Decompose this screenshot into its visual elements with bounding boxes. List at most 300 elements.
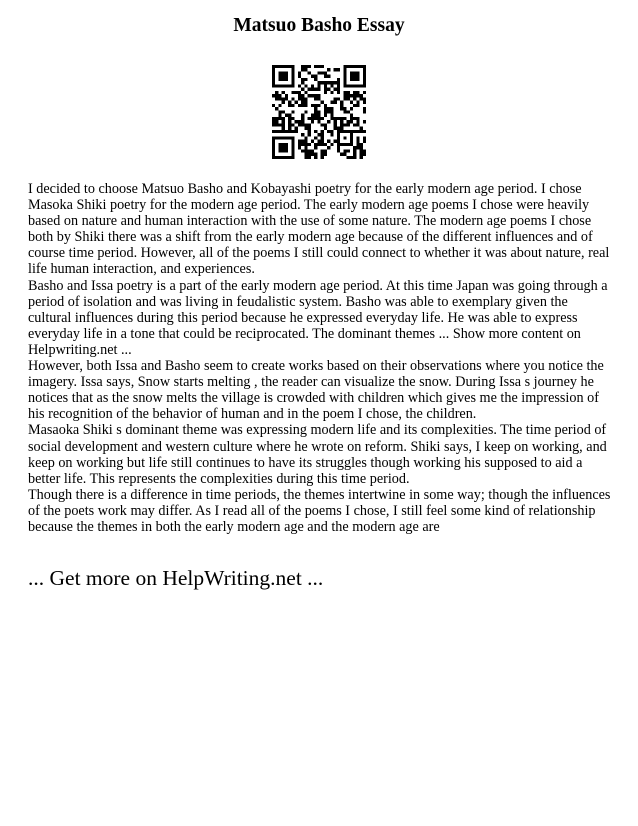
qr-module bbox=[330, 84, 333, 87]
qr-module bbox=[272, 140, 275, 143]
qr-module bbox=[304, 78, 307, 81]
qr-module bbox=[282, 91, 285, 94]
qr-module bbox=[272, 149, 275, 152]
qr-module bbox=[298, 123, 301, 126]
qr-module bbox=[275, 97, 278, 100]
qr-module bbox=[301, 133, 304, 136]
qr-module bbox=[278, 130, 281, 133]
qr-module bbox=[360, 146, 363, 149]
qr-module bbox=[311, 104, 314, 107]
qr-module bbox=[347, 120, 350, 123]
qr-module bbox=[356, 75, 359, 78]
qr-module bbox=[282, 143, 285, 146]
qr-module bbox=[324, 91, 327, 94]
qr-module bbox=[360, 130, 363, 133]
qr-module bbox=[298, 91, 301, 94]
qr-module bbox=[278, 78, 281, 81]
qr-module bbox=[334, 127, 337, 130]
qr-module bbox=[314, 65, 317, 68]
qr-module bbox=[356, 130, 359, 133]
qr-module bbox=[363, 75, 366, 78]
qr-module bbox=[272, 146, 275, 149]
qr-module bbox=[337, 127, 340, 130]
qr-module bbox=[304, 65, 307, 68]
qr-module bbox=[343, 81, 346, 84]
qr-module bbox=[278, 104, 281, 107]
qr-module bbox=[340, 104, 343, 107]
qr-module bbox=[301, 143, 304, 146]
qr-module bbox=[363, 65, 366, 68]
qr-module bbox=[330, 130, 333, 133]
qr-module bbox=[314, 117, 317, 120]
qr-module bbox=[321, 71, 324, 74]
qr-module bbox=[272, 117, 275, 120]
qr-module bbox=[334, 120, 337, 123]
paragraph-5: Though there is a difference in time periods, the themes intertwine in some way; though the influences of the poets work may differ. As I read all of the poems I chose, I still feel some kind of relationship because the themes in both the early modern age and the modern age are bbox=[28, 486, 611, 535]
qr-module bbox=[350, 75, 353, 78]
qr-module bbox=[282, 78, 285, 81]
qr-module bbox=[327, 75, 330, 78]
qr-module bbox=[360, 127, 363, 130]
qr-module bbox=[285, 65, 288, 68]
qr-module bbox=[311, 88, 314, 91]
qr-module bbox=[285, 75, 288, 78]
qr-module bbox=[301, 114, 304, 117]
qr-module bbox=[282, 146, 285, 149]
qr-module bbox=[347, 84, 350, 87]
qr-module bbox=[321, 133, 324, 136]
qr-module bbox=[327, 88, 330, 91]
qr-module bbox=[275, 156, 278, 159]
qr-module bbox=[337, 117, 340, 120]
qr-module bbox=[363, 101, 366, 104]
qr-module bbox=[304, 91, 307, 94]
qr-module bbox=[272, 68, 275, 71]
qr-module bbox=[340, 153, 343, 156]
paragraph-1: I decided to choose Matsuo Basho and Kobayashi poetry for the early modern age period. I chose Masoka Shiki poetry for the modern age period. The early modern age poems I chose were heavily based on nature and human interaction with the use of some nature. The modern age poems I chose both by Shiki there was a shift from the early modern age because of the different influences and of course time period. However, all of the poems I still could connect to whether it was about nature, real life human interaction, and experiences. bbox=[28, 181, 610, 278]
qr-module bbox=[324, 88, 327, 91]
qr-module bbox=[350, 78, 353, 81]
qr-module bbox=[288, 117, 291, 120]
qr-module bbox=[324, 110, 327, 113]
qr-module bbox=[317, 81, 320, 84]
qr-module bbox=[321, 123, 324, 126]
qr-module bbox=[363, 71, 366, 74]
qr-module bbox=[340, 143, 343, 146]
qr-module bbox=[350, 71, 353, 74]
qr-module bbox=[337, 149, 340, 152]
qr-module bbox=[363, 68, 366, 71]
qr-module bbox=[324, 123, 327, 126]
qr-module bbox=[324, 143, 327, 146]
qr-module bbox=[337, 140, 340, 143]
qr-module bbox=[272, 71, 275, 74]
get-more-link[interactable]: ... Get more on HelpWriting.net ... bbox=[28, 566, 324, 590]
qr-module bbox=[350, 107, 353, 110]
qr-module bbox=[301, 65, 304, 68]
qr-module bbox=[272, 130, 275, 133]
qr-module bbox=[272, 75, 275, 78]
qr-module bbox=[282, 65, 285, 68]
qr-module bbox=[334, 88, 337, 91]
qr-module bbox=[304, 110, 307, 113]
qr-module bbox=[304, 84, 307, 87]
qr-module bbox=[288, 120, 291, 123]
qr-module bbox=[347, 123, 350, 126]
qr-module bbox=[347, 110, 350, 113]
qr-module bbox=[301, 120, 304, 123]
qr-module bbox=[321, 101, 324, 104]
qr-module bbox=[353, 117, 356, 120]
qr-module bbox=[363, 149, 366, 152]
qr-module bbox=[308, 127, 311, 130]
qr-module bbox=[337, 68, 340, 71]
qr-module bbox=[314, 107, 317, 110]
qr-module bbox=[317, 84, 320, 87]
qr-module bbox=[278, 143, 281, 146]
qr-module bbox=[334, 81, 337, 84]
qr-module bbox=[272, 143, 275, 146]
qr-module bbox=[291, 97, 294, 100]
qr-module bbox=[301, 123, 304, 126]
qr-module bbox=[347, 97, 350, 100]
qr-module bbox=[285, 78, 288, 81]
qr-module bbox=[282, 130, 285, 133]
qr-module bbox=[314, 136, 317, 139]
qr-module bbox=[324, 104, 327, 107]
paragraph-2: Basho and Issa poetry is a part of the early modern age period. At this time Japan was going through a period of isolation and was living in feudalistic system. Basho was able to exemplary given the cultural influences during this period because he expressed everyday life. He was able to express everyday life in a tone that could be reciprocated. The dominant themes ... Show more content on Helpwriting.net ... bbox=[28, 277, 608, 358]
qr-module bbox=[343, 153, 346, 156]
qr-module bbox=[301, 97, 304, 100]
qr-module bbox=[363, 84, 366, 87]
qr-module bbox=[285, 114, 288, 117]
qr-module bbox=[356, 91, 359, 94]
qr-module bbox=[353, 149, 356, 152]
qr-module bbox=[291, 65, 294, 68]
qr-module bbox=[272, 104, 275, 107]
qr-module bbox=[304, 104, 307, 107]
qr-module bbox=[327, 120, 330, 123]
qr-module bbox=[291, 156, 294, 159]
qr-module bbox=[288, 127, 291, 130]
qr-module bbox=[347, 130, 350, 133]
qr-module bbox=[278, 97, 281, 100]
qr-module bbox=[350, 84, 353, 87]
qr-module bbox=[317, 94, 320, 97]
qr-module bbox=[272, 94, 275, 97]
qr-module bbox=[334, 123, 337, 126]
qr-module bbox=[314, 75, 317, 78]
qr-module bbox=[340, 127, 343, 130]
qr-module bbox=[340, 123, 343, 126]
qr-module bbox=[334, 140, 337, 143]
qr-module bbox=[282, 71, 285, 74]
qr-module bbox=[298, 94, 301, 97]
qr-module bbox=[275, 123, 278, 126]
qr-module bbox=[278, 65, 281, 68]
qr-module bbox=[291, 78, 294, 81]
qr-module bbox=[314, 143, 317, 146]
qr-module bbox=[291, 123, 294, 126]
qr-module bbox=[347, 149, 350, 152]
qr-module bbox=[343, 65, 346, 68]
qr-module bbox=[295, 101, 298, 104]
qr-module bbox=[343, 71, 346, 74]
qr-module bbox=[301, 88, 304, 91]
qr-module bbox=[337, 78, 340, 81]
qr-module bbox=[324, 107, 327, 110]
qr-module bbox=[353, 84, 356, 87]
qr-module bbox=[347, 94, 350, 97]
qr-module bbox=[337, 97, 340, 100]
qr-module bbox=[285, 146, 288, 149]
qr-module bbox=[317, 71, 320, 74]
qr-module bbox=[272, 153, 275, 156]
qr-module bbox=[347, 91, 350, 94]
qr-module bbox=[298, 146, 301, 149]
qr-module bbox=[321, 136, 324, 139]
qr-module bbox=[363, 110, 366, 113]
qr-module bbox=[330, 133, 333, 136]
qr-module bbox=[314, 97, 317, 100]
qr-module bbox=[353, 104, 356, 107]
qr-module bbox=[298, 120, 301, 123]
qr-module bbox=[298, 97, 301, 100]
qr-module bbox=[324, 149, 327, 152]
qr-module bbox=[350, 156, 353, 159]
qr-module bbox=[314, 104, 317, 107]
document-title: Matsuo Basho Essay bbox=[233, 15, 405, 36]
qr-module bbox=[314, 114, 317, 117]
qr-module bbox=[363, 136, 366, 139]
qr-module bbox=[321, 153, 324, 156]
qr-module bbox=[298, 71, 301, 74]
qr-module bbox=[343, 143, 346, 146]
qr-module bbox=[353, 146, 356, 149]
qr-module bbox=[360, 94, 363, 97]
qr-module bbox=[350, 130, 353, 133]
qr-module bbox=[275, 91, 278, 94]
qr-module bbox=[291, 130, 294, 133]
qr-module bbox=[278, 117, 281, 120]
qr-module bbox=[363, 107, 366, 110]
qr-module bbox=[321, 143, 324, 146]
qr-module bbox=[347, 65, 350, 68]
qr-module bbox=[278, 149, 281, 152]
qr-module bbox=[298, 84, 301, 87]
qr-module bbox=[275, 136, 278, 139]
qr-module bbox=[360, 84, 363, 87]
qr-module bbox=[327, 110, 330, 113]
qr-module bbox=[304, 127, 307, 130]
qr-module bbox=[275, 130, 278, 133]
qr-module bbox=[278, 71, 281, 74]
qr-module bbox=[278, 146, 281, 149]
qr-module bbox=[282, 101, 285, 104]
qr-module bbox=[327, 68, 330, 71]
qr-module bbox=[288, 104, 291, 107]
qr-module bbox=[360, 153, 363, 156]
qr-module bbox=[304, 143, 307, 146]
qr-module bbox=[275, 65, 278, 68]
qr-module bbox=[285, 94, 288, 97]
qr-module bbox=[353, 130, 356, 133]
qr-module bbox=[337, 136, 340, 139]
qr-module bbox=[301, 81, 304, 84]
qr-module bbox=[356, 101, 359, 104]
qr-module bbox=[350, 143, 353, 146]
qr-module bbox=[275, 84, 278, 87]
qr-module bbox=[350, 136, 353, 139]
qr-module bbox=[314, 156, 317, 159]
qr-module bbox=[285, 130, 288, 133]
qr-module bbox=[363, 153, 366, 156]
qr-module bbox=[314, 130, 317, 133]
qr-module bbox=[330, 101, 333, 104]
qr-module bbox=[291, 84, 294, 87]
qr-module bbox=[343, 78, 346, 81]
qr-module bbox=[311, 94, 314, 97]
qr-module bbox=[308, 88, 311, 91]
qr-module bbox=[363, 81, 366, 84]
qr-module bbox=[295, 130, 298, 133]
qr-module bbox=[334, 101, 337, 104]
qr-module bbox=[324, 71, 327, 74]
qr-module bbox=[334, 97, 337, 100]
qr-module bbox=[330, 91, 333, 94]
qr-module bbox=[321, 149, 324, 152]
qr-module bbox=[330, 143, 333, 146]
qr-module bbox=[278, 110, 281, 113]
qr-module bbox=[282, 75, 285, 78]
qr-code-icon bbox=[272, 65, 366, 159]
qr-module bbox=[330, 81, 333, 84]
qr-module bbox=[282, 136, 285, 139]
qr-module bbox=[288, 130, 291, 133]
qr-module bbox=[356, 123, 359, 126]
qr-module bbox=[278, 136, 281, 139]
qr-module bbox=[301, 140, 304, 143]
paragraph-3: However, both Issa and Basho seem to create works based on their observations where you notice the imagery. Issa says, Snow starts melting , the reader can visualize the snow. During Issa s journey he notices that as the snow melts the village is crowded with children which gives me the impression of his recognition of the behavior of human and in the poem I chose, the children. bbox=[28, 358, 604, 423]
qr-module bbox=[311, 84, 314, 87]
qr-module bbox=[317, 97, 320, 100]
qr-module bbox=[330, 110, 333, 113]
qr-module bbox=[298, 140, 301, 143]
qr-module bbox=[304, 101, 307, 104]
qr-module bbox=[350, 140, 353, 143]
qr-module bbox=[282, 120, 285, 123]
qr-module bbox=[282, 149, 285, 152]
qr-module bbox=[353, 97, 356, 100]
qr-module bbox=[291, 117, 294, 120]
qr-module bbox=[311, 140, 314, 143]
qr-module bbox=[285, 84, 288, 87]
qr-module bbox=[360, 156, 363, 159]
qr-module bbox=[314, 88, 317, 91]
qr-module bbox=[356, 78, 359, 81]
qr-module bbox=[327, 107, 330, 110]
qr-module bbox=[363, 91, 366, 94]
qr-module bbox=[360, 143, 363, 146]
qr-module bbox=[327, 130, 330, 133]
qr-module bbox=[343, 97, 346, 100]
qr-module bbox=[272, 78, 275, 81]
qr-module bbox=[301, 94, 304, 97]
qr-module bbox=[356, 71, 359, 74]
qr-module bbox=[308, 71, 311, 74]
qr-module bbox=[356, 140, 359, 143]
qr-module bbox=[311, 114, 314, 117]
qr-module bbox=[340, 130, 343, 133]
qr-module bbox=[308, 65, 311, 68]
qr-module bbox=[350, 94, 353, 97]
qr-module bbox=[317, 110, 320, 113]
qr-module bbox=[282, 156, 285, 159]
qr-module bbox=[291, 146, 294, 149]
qr-module bbox=[288, 84, 291, 87]
qr-module bbox=[304, 156, 307, 159]
qr-module bbox=[343, 136, 346, 139]
qr-module bbox=[282, 110, 285, 113]
qr-module bbox=[308, 143, 311, 146]
qr-module bbox=[291, 71, 294, 74]
qr-module bbox=[356, 94, 359, 97]
qr-module bbox=[288, 114, 291, 117]
qr-module bbox=[353, 91, 356, 94]
qr-module bbox=[353, 153, 356, 156]
qr-module bbox=[363, 97, 366, 100]
qr-module bbox=[337, 133, 340, 136]
qr-module bbox=[295, 91, 298, 94]
qr-module bbox=[317, 120, 320, 123]
qr-module bbox=[324, 127, 327, 130]
qr-module bbox=[301, 149, 304, 152]
qr-module bbox=[278, 94, 281, 97]
qr-module bbox=[308, 153, 311, 156]
qr-module bbox=[285, 149, 288, 152]
qr-module bbox=[347, 156, 350, 159]
qr-module bbox=[285, 71, 288, 74]
qr-module bbox=[298, 143, 301, 146]
qr-module bbox=[308, 117, 311, 120]
qr-module bbox=[353, 94, 356, 97]
qr-module bbox=[301, 101, 304, 104]
qr-module bbox=[288, 101, 291, 104]
qr-module bbox=[340, 107, 343, 110]
qr-module bbox=[356, 136, 359, 139]
qr-module bbox=[321, 117, 324, 120]
qr-module bbox=[350, 133, 353, 136]
qr-module bbox=[343, 68, 346, 71]
qr-module bbox=[288, 136, 291, 139]
qr-module bbox=[308, 130, 311, 133]
qr-module bbox=[337, 84, 340, 87]
qr-module bbox=[337, 88, 340, 91]
qr-module bbox=[324, 75, 327, 78]
qr-module bbox=[282, 84, 285, 87]
qr-module bbox=[356, 65, 359, 68]
qr-module bbox=[317, 140, 320, 143]
qr-module bbox=[343, 149, 346, 152]
qr-module bbox=[275, 107, 278, 110]
qr-module bbox=[291, 81, 294, 84]
qr-module bbox=[308, 133, 311, 136]
qr-module bbox=[291, 91, 294, 94]
qr-module bbox=[353, 123, 356, 126]
qr-module bbox=[282, 123, 285, 126]
qr-module bbox=[337, 81, 340, 84]
qr-module bbox=[291, 149, 294, 152]
